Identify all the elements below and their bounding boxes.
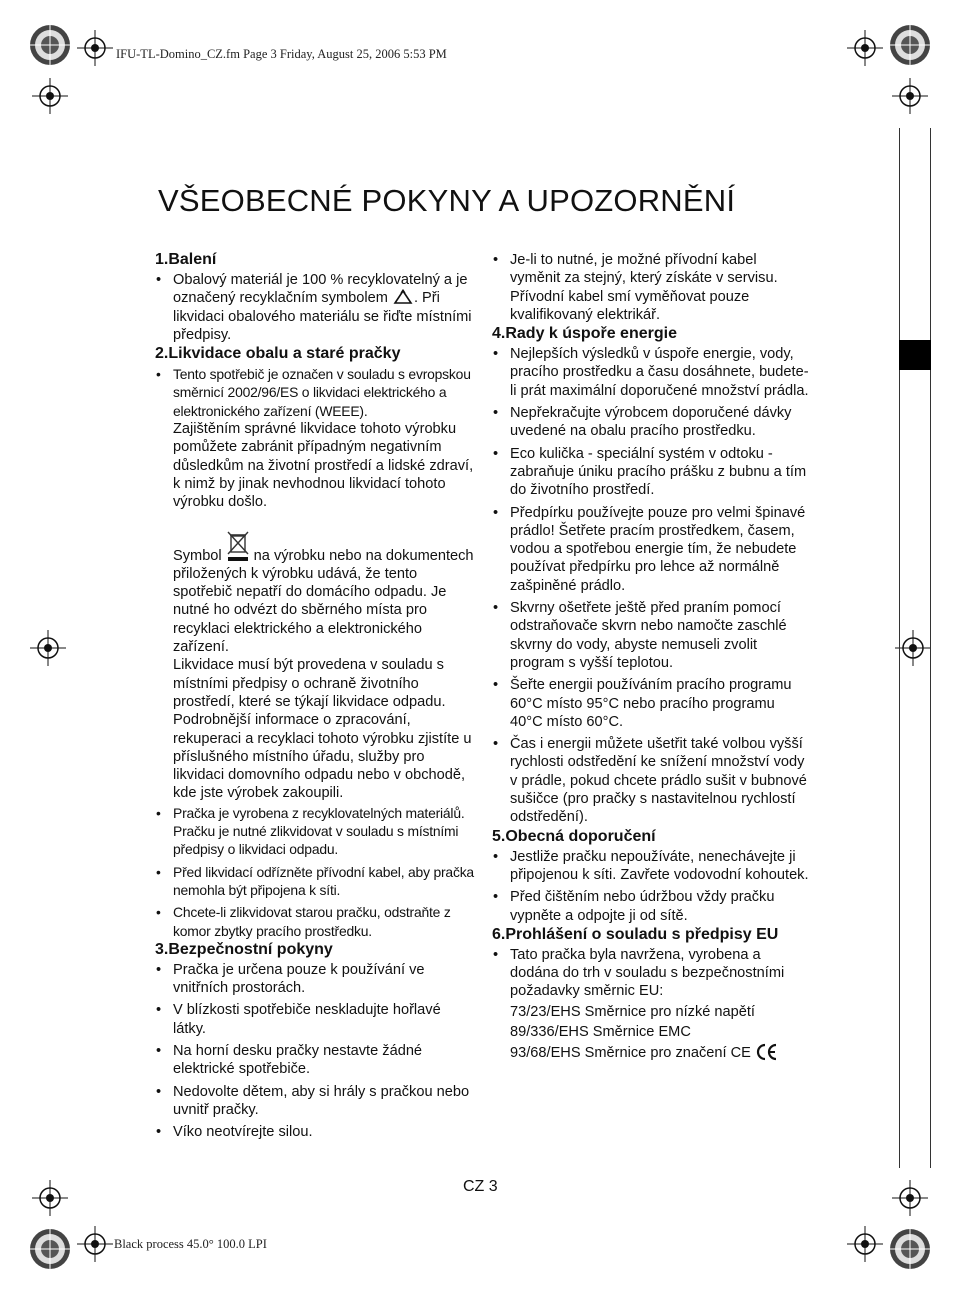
registration-mark-icon — [27, 22, 73, 68]
crosshair-mark-icon — [77, 1226, 113, 1262]
list-item: • V blízkosti spotřebiče neskladujte hořlavé látky. — [155, 1001, 475, 1038]
list-item: • Nedovolte dětem, aby si hrály s pračkou nebo uvnitř pračky. — [155, 1083, 475, 1120]
crosshair-mark-icon — [847, 1226, 883, 1262]
list-item: • Eco kulička - speciální systém v odtoku - zabraňuje úniku pracího prášku z bubnu a tím do životního prostředí. — [492, 445, 810, 500]
print-header: IFU-TL-Domino_CZ.fm Page 3 Friday, August 25, 2006 5:53 PM — [116, 47, 447, 61]
list-item: • Šeřte energii používáním pracího programu 60°C místo 95°C nebo pracího programu 40°C místo 60°C. — [492, 676, 810, 731]
list-item: • Před čištěním nebo údržbou vždy pračku vypněte a odpojte ji od sítě. — [492, 888, 810, 925]
ce-mark-icon — [755, 1043, 779, 1061]
section-heading-safety: 3.Bezpečnostní pokyny — [155, 940, 333, 958]
list-item: • Jestliže pračku nepoužíváte, nenechávejte ji připojenou k síti. Zavřete vodovodní kohoutek. — [492, 848, 810, 885]
registration-mark-icon — [887, 1226, 933, 1272]
list-item: • Předpírku používejte pouze pro velmi špinavé prádlo! Šetřete pracím prostředkem, časem, vodou a spotřebou energie tím, že nebudete používat předpírku pro lehce až normálně zašpiněné prádlo. — [492, 504, 810, 595]
list-item: • Před likvidací odřízněte přívodní kabel, aby pračka nemohla být připojena k síti. — [155, 863, 475, 900]
section-heading-packaging: 1.Balení — [155, 251, 217, 268]
list-item: • Tento spotřebič je označen v souladu s evropskou směrnicí 2002/96/ES o likvidaci elektrického a elektronického zařízení (WEEE). — [155, 365, 475, 420]
list-item: • Pračka je určena pouze k používání ve vnitřních prostorách. — [155, 961, 475, 998]
disposal-list — [155, 365, 475, 420]
crosshair-mark-icon — [847, 30, 883, 66]
crosshair-mark-icon — [892, 78, 928, 114]
directive-line: 89/336/EHS Směrnice EMC — [510, 1023, 691, 1040]
print-footer: Black process 45.0° 100.0 LPI — [114, 1237, 267, 1251]
paragraph: Likvidace musí být provedena v souladu s místními předpisy o ochraně životního prostředí, které se týkají likvidace odpadu. — [173, 657, 446, 710]
disposal-list-2 — [155, 804, 475, 940]
list-item: • Čas i energii můžete ušetřit také volbou vyšší rychlosti odstředění ke snížení množství vody v prádle, pokud chcete prádlo sušit v bubnové sušičce (pro pračky s nastavitelnou rychlostí odstředění). — [492, 735, 810, 826]
safety-list-continued — [492, 251, 810, 324]
paragraph: Podrobnější informace o zpracování, rekuperaci a recyklaci tohoto výrobku zjistíte u příslušného místního úřadu, služby pro likvidaci domovního odpadu nebo v obchodě, kde jste výrobek zakoupili. — [173, 712, 472, 802]
chapter-tab-marker — [899, 340, 931, 370]
list-item: • Skvrny ošetřete ještě před praním pomocí odstraňovače skvrn nebo namočte zaschlé skvrny do vody, abyste nemuseli zvolit program s vyšší teplotou. — [492, 599, 810, 672]
list-item: • Nepřekračujte výrobcem doporučené dávky uvedené na obalu pracího prostředku. — [492, 404, 810, 441]
page-number: CZ 3 — [463, 1178, 498, 1195]
list-item: • Víko neotvírejte silou. — [155, 1123, 475, 1141]
paragraph: Zajištěním správné likvidace tohoto výrobku pomůžete zabránit případným negativním důsledkům na životní prostředí a lidské zdraví, k nimž by jinak nevhodnou likvidací tohoto výrobku došlo. — [173, 421, 474, 511]
section-heading-general: 5.Obecná doporučení — [492, 827, 656, 845]
general-list — [492, 848, 810, 925]
registration-mark-icon — [887, 22, 933, 68]
right-column — [492, 250, 810, 1063]
list-item: • Tato pračka byla navržena, vyrobena a dodána do trh v souladu s bezpečnostními požadavky směrnic EU: — [492, 946, 810, 1001]
energy-list — [492, 345, 810, 826]
crosshair-mark-icon — [32, 1180, 68, 1216]
section-heading-energy: 4.Rady k úspoře energie — [492, 325, 677, 343]
page-edge-bar — [899, 128, 931, 1168]
registration-mark-icon — [27, 1226, 73, 1272]
crosshair-mark-icon — [30, 630, 66, 666]
crosshair-mark-icon — [77, 30, 113, 66]
packaging-list — [155, 271, 475, 344]
recycle-icon — [392, 289, 414, 305]
list-item: • Chcete-li zlikvidovat starou pračku, odstraňte z komor zbytky pracího prostředku. — [155, 903, 475, 940]
list-item: • Je-li to nutné, je možné přívodní kabel vyměnit za stejný, který získáte v servisu. Přívodní kabel smí vyměňovat pouze kvalifikovaný elektrikář. — [492, 251, 810, 324]
list-item: • Na horní desku pračky nestavte žádné elektrické spotřebiče. — [155, 1042, 475, 1079]
paragraph: Symbol na výrobku nebo na dokumentech přiložených k výrobku udává, že tento spotřebič nepatří do domácího odpadu. Je nutné ho odvézt do sběrného místa pro recyklaci elektrického a elektronického zařízení. — [155, 528, 475, 657]
safety-list — [155, 961, 475, 1142]
directive-line: 93/68/EHS Směrnice pro značení CE — [492, 1043, 810, 1062]
crosshair-mark-icon — [32, 78, 68, 114]
section-heading-disposal: 2.Likvidace obalu a staré pračky — [155, 345, 401, 363]
crossed-bin-icon — [226, 528, 250, 562]
list-item: • Obalový materiál je 100 % recyklovatelný a je označený recyklačním symbolem . Při likvidaci obalového materiálu se řiďte místními předpisy. — [155, 271, 475, 344]
directive-line: 73/23/EHS Směrnice pro nízké napětí — [510, 1003, 755, 1020]
list-item: • Nejlepších výsledků v úspoře energie, vody, pracího prostředku a času dosáhnete, budete-li prát maximální doporučené množství prádla. — [492, 345, 810, 400]
left-column — [155, 250, 475, 1141]
crosshair-mark-icon — [892, 1180, 928, 1216]
section-heading-eu-declaration: 6.Prohlášení o souladu s předpisy EU — [492, 925, 779, 943]
list-item: • Pračka je vyrobena z recyklovatelných materiálů. Pračku je nutné zlikvidovat v souladu s místními předpisy o likvidaci odpadu. — [155, 804, 475, 859]
page-title: VŠEOBECNÉ POKYNY A UPOZORNĚNÍ — [158, 183, 736, 218]
eu-list — [492, 946, 810, 1001]
